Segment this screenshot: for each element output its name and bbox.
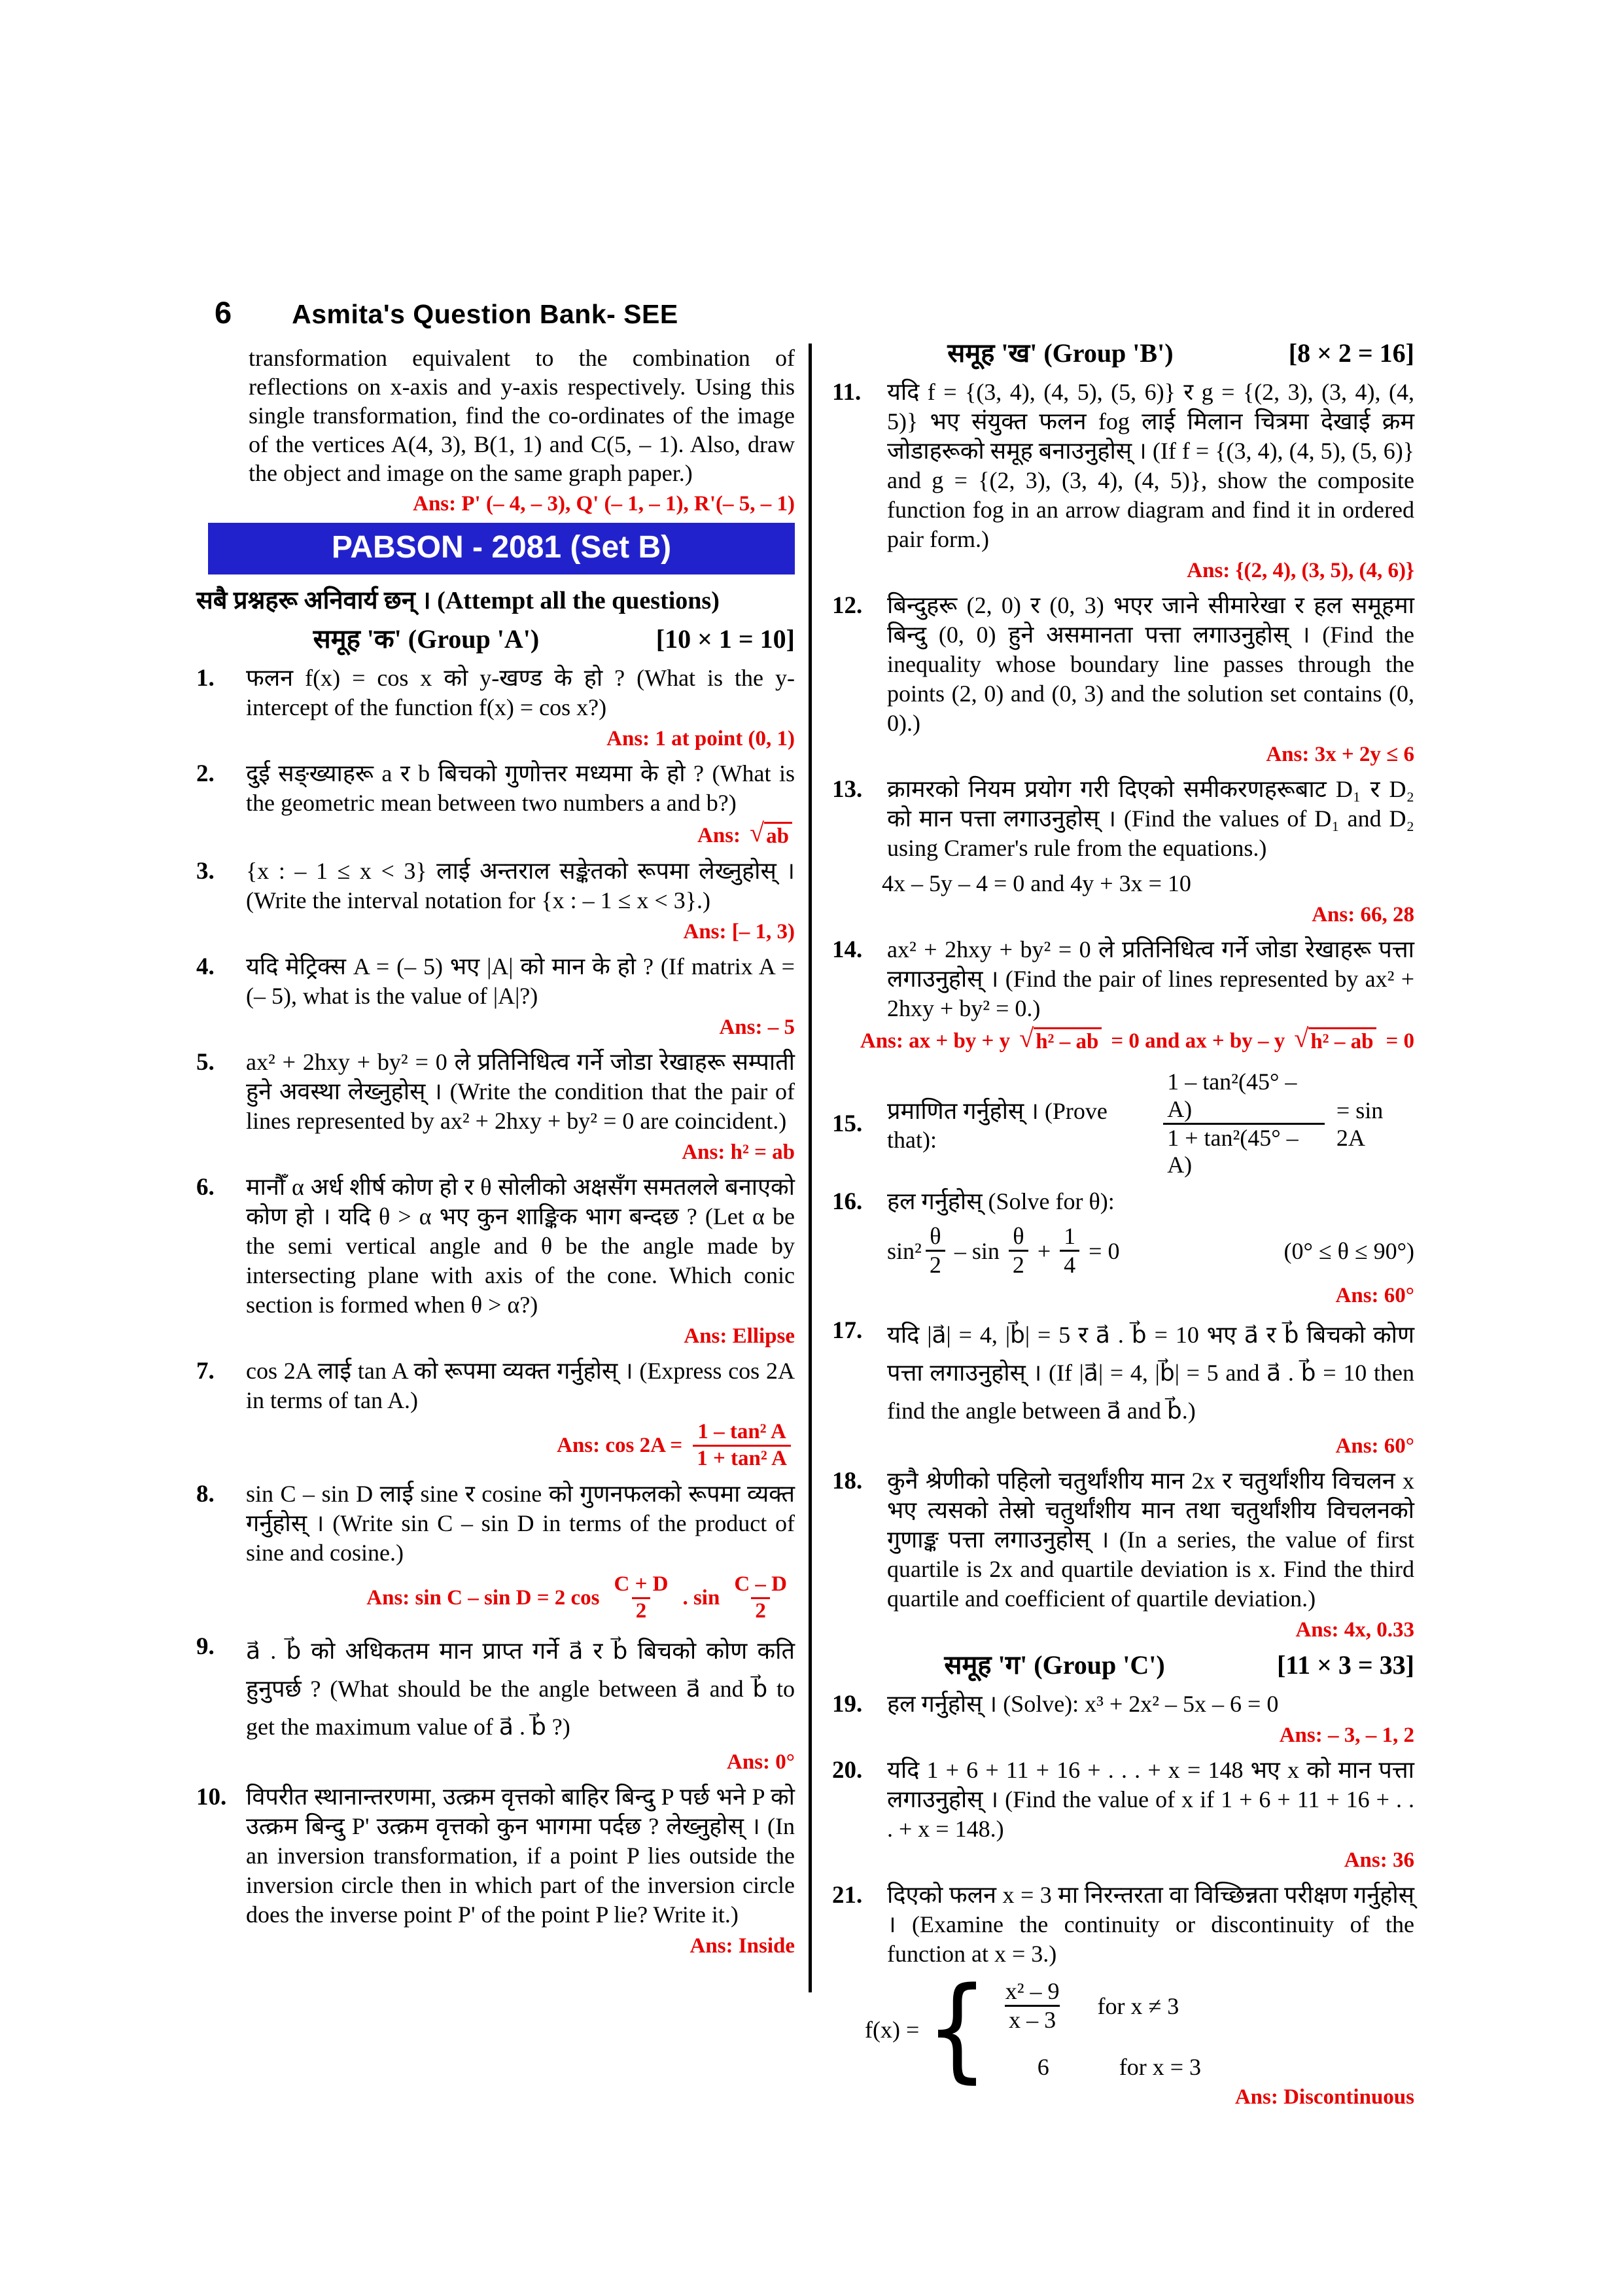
question-number: 6. [196, 1174, 215, 1201]
answer-text: Ans: 4x, 0.33 [1295, 1617, 1414, 1642]
question-number: 3. [196, 858, 215, 885]
fraction [693, 1420, 791, 1472]
question-9 [196, 1632, 795, 1746]
radical-expression [750, 818, 792, 849]
fraction [926, 1223, 945, 1279]
answer-text: Ans: 3x + 2y ≤ 6 [1266, 743, 1414, 766]
group-a-marks: [10 × 1 = 10] [655, 624, 795, 654]
answer-part: Ans: ax + by + y [860, 1029, 1011, 1053]
question-number: 14. [832, 936, 863, 963]
fraction-numerator: 1 – tan²(45° – A) [1167, 1069, 1297, 1122]
question-number: 7. [196, 1358, 215, 1385]
question-number: 21. [832, 1881, 863, 1909]
answer-text: Ans: P' (– 4, – 3), Q' (– 1, – 1), R'(– 5, – 1) [413, 492, 795, 516]
radicand: h² – ab [1034, 1027, 1102, 1054]
question-13 [832, 775, 1414, 863]
page-number: 6 [215, 295, 232, 330]
case-row [998, 1978, 1201, 2034]
question-text: ax² + 2hxy + by² = 0 ले प्रतिनिधित्व गर्ने जोडा रेखाहरू सम्पाती हुने अवस्था लेख्नुहोस् । (Write the condition that the pair of lines represented by ax² + 2hxy + by² = 0 are coincident.) [246, 1049, 795, 1135]
fraction-denominator: 2 [632, 1597, 651, 1624]
question-text: कुनै श्रेणीको पहिलो चतुर्थांशीय मान 2x र चतुर्थांशीय विचलन x भए त्यसको तेस्रो चतुर्थांशीय मान तथा चतुर्थांशीय विचलनको गुणाङ्क पत्ता लगाउनुहोस् । (In a series, the value of first quartile is 2x and quartile deviation is x. Find the third quartile and coefficient of quartile deviation.) [887, 1467, 1414, 1612]
piecewise-function [865, 1963, 1414, 2094]
question-number: 11. [832, 379, 862, 406]
equation-part: sin² [887, 1237, 922, 1264]
question-text: sin C – sin D लाई sine र cosine को गुणनफलको रूपमा व्यक्त गर्नुहोस् । (Write sin C – sin D in terms of the product of sine and cosine.) [246, 1481, 795, 1566]
question-number: 16. [832, 1188, 863, 1215]
brace-symbol: { [926, 1963, 988, 2094]
question-number: 9. [196, 1633, 215, 1661]
fraction-denominator: 1 + tan²(45° – A) [1163, 1123, 1325, 1179]
column-divider [809, 344, 812, 1992]
radicand: ab [764, 822, 792, 849]
answer-text: Ans: h² = ab [682, 1140, 795, 1165]
question-text: हल गर्नुहोस् । (Solve): x³ + 2x² – 5x – 6 = 0 [887, 1690, 1279, 1717]
question-2 [196, 759, 795, 818]
question-19 [832, 1689, 1414, 1719]
answer-part: = 0 and ax + by – y [1111, 1029, 1285, 1053]
exam-banner: PABSON - 2081 (Set B) [208, 523, 795, 574]
answer-text: Ans: {(2, 4), (3, 5), (4, 6)} [1187, 559, 1414, 582]
answer-text: Ans: 36 [1344, 1848, 1414, 1872]
question-text: दिएको फलन x = 3 मा निरन्तरता वा विच्छिन्नता परीक्षण गर्नुहोस् । (Examine the continuity or discontinuity of the function at x = 3.) [887, 1881, 1414, 1967]
equation-line [832, 1223, 1414, 1279]
fraction-numerator: 1 – tan² A [697, 1420, 786, 1444]
question-text: यदि मेट्रिक्स A = (– 5) भए |A| को मान के हो ? (If matrix A = (– 5), what is the value of |A|?) [246, 953, 795, 1010]
question-8 [196, 1479, 795, 1568]
theta-range: (0° ≤ θ ≤ 90°) [1283, 1237, 1414, 1264]
radicand: h² – ab [1308, 1027, 1376, 1054]
question-text: ax² + 2hxy + by² = 0 ले प्रतिनिधित्व गर्ने जोडा रेखाहरू पत्ता लगाउनुहोस् । (Find the pair of lines represented by ax² + 2hxy + by² = 0.) [887, 936, 1414, 1021]
answer-text: Ans: Inside [689, 1934, 795, 1958]
question-text: {x : – 1 ≤ x < 3} लाई अन्तराल सङ्केतको रूपमा लेख्नुहोस् । (Write the interval notation for {x : – 1 ≤ x < 3}.) [246, 858, 795, 914]
question-text: a⃗ . b⃗ को अधिकतम मान प्राप्त गर्ने a⃗ र b⃗ बिचको कोण कति हुनुपर्छ ? (What should be the angle between a⃗ and b⃗ to get the maximum value of a⃗ . b⃗ ?) [246, 1638, 795, 1740]
question-16 [832, 1187, 1414, 1216]
function-cases [998, 1978, 1201, 2081]
page-header [215, 294, 678, 330]
fraction-denominator: 2 [751, 1597, 770, 1624]
question-15 [832, 1069, 1414, 1179]
question-4 [196, 952, 795, 1011]
equation-part: – sin [954, 1237, 1000, 1264]
question-text: यदि |a⃗| = 4, |b⃗| = 5 र a⃗ . b⃗ = 10 भए a⃗ र b⃗ बिचको कोण पत्ता लगाउनुहोस् । (If |a⃗| = 4, |b⃗| = 5 and a⃗ . b⃗ = 10 then find the angle between a⃗ and b⃗.) [887, 1321, 1414, 1424]
fraction [730, 1572, 791, 1624]
answer-prefix: Ans: [697, 823, 741, 847]
question-number: 1. [196, 665, 215, 692]
answer-text: Ans: Discontinuous [1234, 2085, 1414, 2110]
question-12 [832, 591, 1414, 738]
fraction [1060, 1223, 1079, 1279]
fraction-denominator: 1 + tan² A [693, 1445, 791, 1472]
function-label: f(x) = [865, 2016, 920, 2043]
fraction [1002, 1978, 1064, 2034]
answer-text: Ans: 1 at point (0, 1) [606, 727, 795, 751]
answer-middle: . sin [682, 1586, 720, 1610]
fraction-denominator: 2 [1009, 1250, 1028, 1279]
radical-expression [1294, 1023, 1376, 1054]
question-text: दुई सङ्ख्याहरू a र b बिचको गुणोत्तर मध्यमा के हो ? (What is the geometric mean between two numbers a and b?) [246, 760, 795, 816]
question-number: 4. [196, 953, 215, 981]
fraction-numerator: 1 [1064, 1222, 1076, 1249]
fraction-numerator: θ [1013, 1222, 1024, 1249]
answer-text [196, 1420, 795, 1472]
answer-text: Ans: Ellipse [684, 1324, 795, 1349]
group-b-marks: [8 × 2 = 16] [1288, 338, 1414, 368]
question-text: बिन्दुहरू (2, 0) र (0, 3) भएर जाने सीमारेखा र हल समूहमा बिन्दु (0, 0) हुने असमानता पत्ता लगाउनुहोस् । (Find the inequality whose boundary line passes through the points (2, 0) and (0, 3) and the solution set contains (0, 0).) [887, 592, 1414, 736]
case-condition: for x = 3 [1119, 2054, 1201, 2081]
fraction-denominator: 4 [1060, 1250, 1079, 1279]
question-number: 15. [832, 1110, 863, 1138]
book-title: Asmita's Question Bank- SEE [292, 299, 678, 329]
question-number: 10. [196, 1784, 227, 1811]
question-14 [832, 935, 1414, 1023]
question-11 [832, 378, 1414, 554]
answer-text: Ans: 60° [1335, 1434, 1414, 1458]
answer-part: = 0 [1386, 1029, 1414, 1053]
group-c-title: समूह 'ग' (Group 'C') [944, 1650, 1165, 1680]
group-c-marks: [11 × 3 = 33] [1276, 1650, 1414, 1680]
answer-text [196, 1572, 795, 1624]
question-18 [832, 1466, 1414, 1614]
answer-prefix: Ans: sin C – sin D = 2 cos [366, 1586, 600, 1610]
fraction [610, 1572, 672, 1624]
question-text: विपरीत स्थानान्तरणमा, उत्क्रम वृत्तको बाहिर बिन्दु P पर्छ भने P को उत्क्रम बिन्दु P' उत्क्रम वृत्तको कुन भागमा पर्दछ ? लेख्नुहोस् । (In an inversion transformation, if a point P lies outside the inversion circle then in which part of the inversion circle does the inverse point P' of the point P lie? Write it.) [246, 1784, 795, 1928]
intro-paragraph: transformation equivalent to the combination of reflections on x-axis and y-axis respectively. Using this single transformation, find the co-ordinates of the image of the vertices A(4, 3), B(1, 1) and C(5, – 1). Also, draw the object and image on the same graph paper.) [249, 345, 795, 486]
question-1 [196, 663, 795, 722]
question-17 [832, 1316, 1414, 1430]
question-number: 13. [832, 776, 863, 803]
right-column [832, 330, 1414, 2110]
group-c-header [832, 1649, 1414, 1682]
question-number: 5. [196, 1049, 215, 1076]
fraction-numerator: C – D [734, 1572, 787, 1597]
question-21 [832, 1881, 1414, 1969]
case-row [998, 2053, 1201, 2081]
answer-text [196, 818, 795, 849]
answer-prefix: Ans: cos 2A = [557, 1434, 683, 1458]
question-text: मानौँ α अर्ध शीर्ष कोण हो र θ सोलीको अक्षसँग समतलले बनाएको कोण हो । यदि θ > α भए कुन शाङ्किक भाग बन्दछ ? (Let α be the semi vertical angle and θ be the angle made by intersecting plane with axis of the cone. Which conic section is formed when θ > α?) [246, 1174, 795, 1318]
answer-text: Ans: – 3, – 1, 2 [1279, 1723, 1414, 1747]
answer-text [832, 1023, 1414, 1054]
question-number: 12. [832, 592, 863, 619]
fraction-numerator: x² – 9 [1005, 1977, 1060, 2004]
radical-expression [1019, 1023, 1102, 1054]
answer-text: Ans: 60° [1335, 1283, 1414, 1307]
question-3 [196, 857, 795, 915]
case-condition: for x ≠ 3 [1097, 1992, 1179, 2019]
question-text: फलन f(x) = cos x को y-खण्ड के हो ? (What is the y-intercept of the function f(x) = cos x?) [246, 665, 795, 720]
equation-suffix: = sin 2A [1336, 1097, 1384, 1151]
question-text: क्रामरको नियम प्रयोग गरी दिएको समीकरणहरूबाट D₁ र D₂ को मान पत्ता लगाउनुहोस् । (Find the values of D₁ and D₂ using Cramer's rule from the equations.) [887, 776, 1414, 861]
answer-text: Ans: 0° [727, 1750, 795, 1775]
answer-text: Ans: [– 1, 3) [683, 920, 795, 944]
question-text: cos 2A लाई tan A को रूपमा व्यक्त गर्नुहोस् । (Express cos 2A in terms of tan A.) [246, 1358, 795, 1414]
sqrt-symbol: √ [1294, 1023, 1309, 1053]
question-7 [196, 1356, 795, 1415]
question-number: 19. [832, 1690, 863, 1718]
question-text: यदि 1 + 6 + 11 + 16 + . . . + x = 148 भए x को मान पत्ता लगाउनुहोस् । (Find the value of x if 1 + 6 + 11 + 16 + . . . + x = 148.) [887, 1756, 1414, 1842]
fraction-numerator: θ [930, 1222, 941, 1249]
answer-text: Ans: – 5 [719, 1016, 795, 1040]
fraction-denominator: x – 3 [1005, 2005, 1060, 2034]
question-text: हल गर्नुहोस् (Solve for θ): [887, 1188, 1115, 1214]
question-20 [832, 1756, 1414, 1844]
question-number: 20. [832, 1756, 863, 1784]
equation-line: 4x – 5y – 4 = 0 and 4y + 3x = 10 [882, 870, 1191, 896]
group-a-header [196, 623, 795, 656]
group-b-title: समूह 'ख' (Group 'B') [947, 338, 1174, 368]
question-number: 18. [832, 1467, 863, 1494]
fraction [1163, 1069, 1325, 1179]
fraction-denominator: 2 [926, 1250, 945, 1279]
sqrt-symbol: √ [750, 818, 765, 847]
question-number: 17. [832, 1316, 863, 1344]
question-number: 8. [196, 1481, 215, 1508]
left-column [196, 344, 795, 1958]
group-b-header [832, 337, 1414, 370]
question-number: 2. [196, 760, 215, 787]
sqrt-symbol: √ [1019, 1023, 1034, 1053]
group-a-title: समूह 'क' (Group 'A') [313, 624, 540, 654]
fraction [1009, 1223, 1028, 1279]
instruction-line: सबै प्रश्नहरू अनिवार्य छन् । (Attempt all the questions) [196, 587, 720, 614]
question-10 [196, 1782, 795, 1930]
fraction-numerator: C + D [614, 1572, 669, 1597]
case-value: 6 [1037, 2054, 1049, 2081]
question-5 [196, 1048, 795, 1136]
question-text: यदि f = {(3, 4), (4, 5), (5, 6)} र g = {(2, 3), (3, 4), (4, 5)} भए संयुक्त फलन fog लाई मिलान चित्रमा देखाई क्रम जोडाहरूको समूह बनाउनुहोस् । (If f = {(3, 4), (4, 5), (5, 6)} and g = {(2, 3), (3, 4), (4, 5)}, show the composite function fog in an arrow diagram and find it in ordered pair form.) [887, 379, 1414, 552]
answer-text: Ans: 66, 28 [1312, 903, 1414, 927]
question-text: प्रमाणित गर्नुहोस् । (Prove that): [887, 1098, 1108, 1154]
equation-part: = 0 [1089, 1237, 1120, 1264]
equation-part: + [1037, 1237, 1051, 1264]
question-6 [196, 1173, 795, 1320]
